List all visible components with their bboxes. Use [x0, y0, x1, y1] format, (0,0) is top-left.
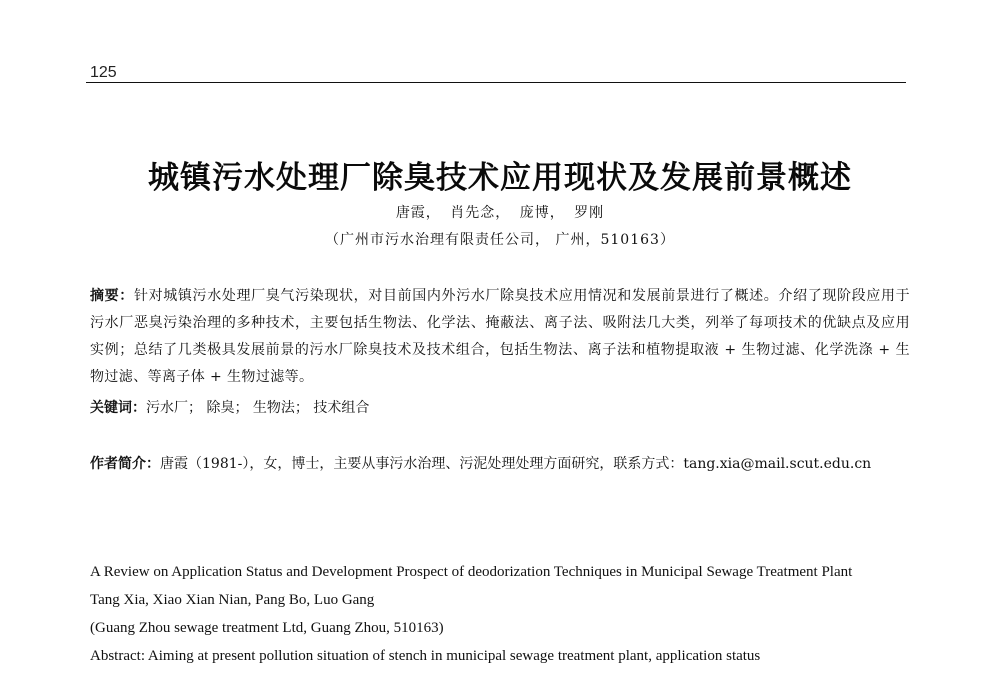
english-affiliation: (Guang Zhou sewage treatment Ltd, Guang Zhou, 510163) — [90, 620, 444, 636]
english-title: A Review on Application Status and Development Prospect of deodorization Techniques in Municipal Sewage Treatment Plant — [90, 564, 853, 580]
abstract-label: 摘要： — [90, 288, 134, 304]
affiliation: （广州市污水治理有限责任公司， 广州，510163） — [325, 232, 675, 248]
keywords-text: 污水厂； 除臭； 生物法； 技术组合 — [146, 400, 370, 416]
keywords-label: 关键词： — [90, 400, 146, 416]
author-list: 唐霞， 肖先念， 庞博， 罗刚 — [395, 205, 605, 221]
keywords — [90, 397, 910, 417]
author-intro-label: 作者简介： — [90, 456, 160, 472]
author-intro-text: 唐霞（1981-），女，博士，主要从事污水治理、污泥处理处理方面研究，联系方式：tang.xia@mail.scut.edu.cn — [160, 456, 872, 472]
english-authors: Tang Xia, Xiao Xian Nian, Pang Bo, Luo Gang — [90, 592, 375, 608]
article-title: 城镇污水处理厂除臭技术应用现状及发展前景概述 — [148, 160, 852, 196]
english-section — [90, 558, 910, 670]
author-intro — [90, 450, 910, 478]
abstract-chinese — [90, 283, 910, 391]
header-rule — [86, 82, 906, 83]
english-abstract: Abstract: Aiming at present pollution situation of stench in municipal sewage treatment plant, application status — [90, 648, 761, 664]
page-number: 125 — [90, 64, 117, 81]
abstract-text: 针对城镇污水处理厂臭气污染现状，对目前国内外污水厂除臭技术应用情况和发展前景进行了概述。介绍了现阶段应用于污水厂恶臭污染治理的多种技术，主要包括生物法、化学法、掩蔽法、离子法、吸附法几大类，列举了每项技术的优缺点及应用实例；总结了几类极具发展前景的污水厂除臭技术及技术组合，包括生物法、离子法和植物提取液 + 生物过滤、化学洗涤 + 生物过滤、等离子体 + 生物过滤等。 — [90, 288, 911, 385]
